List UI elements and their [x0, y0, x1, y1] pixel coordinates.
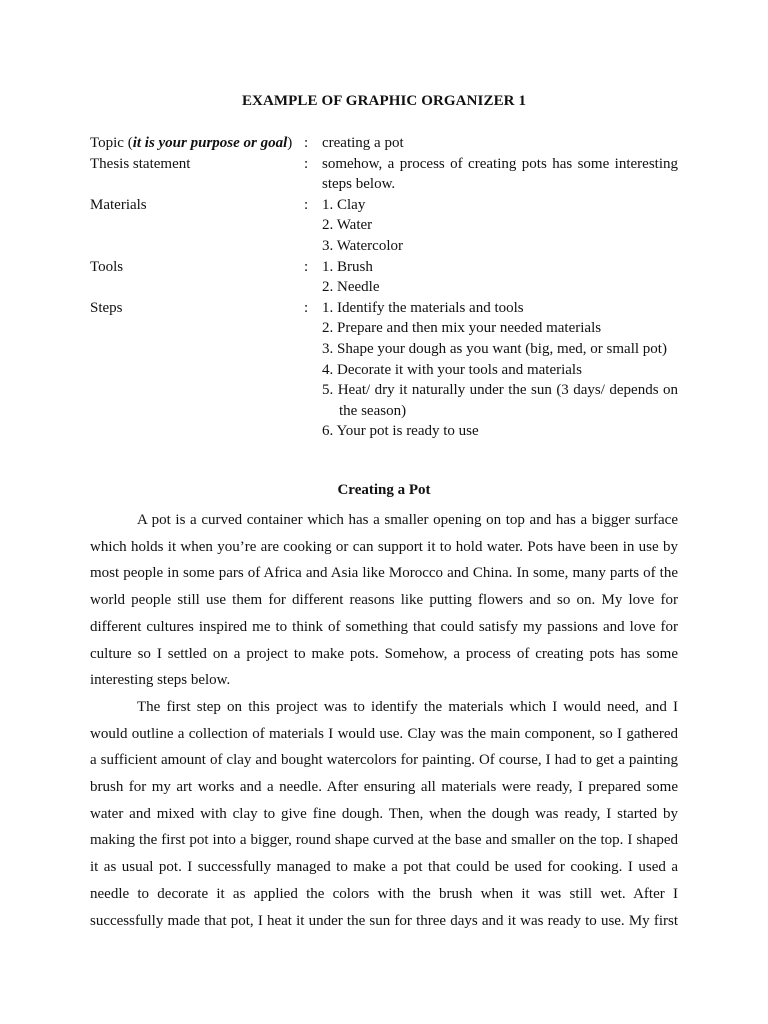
paragraph-line: world people still use them for different reasons like putting flowers and so on. My love for [90, 592, 678, 609]
paragraph-line: needle to decorate it as applied the colors with the brush when it was still wet. After I [90, 885, 678, 902]
topic-label-suffix: ) [287, 135, 293, 151]
organizer-row-tools [90, 257, 678, 298]
paragraph-line: different cultures inspired me to think of something that could satisfy my passions and love for [90, 618, 678, 635]
steps-item: 2. Prepare and then mix your needed materials [322, 320, 602, 337]
tools-item: 2. Needle [322, 279, 380, 296]
topic-value [322, 133, 678, 154]
thesis-line: somehow, a process of creating pots has some interesting [322, 155, 678, 172]
steps-item-continuation: the season) [339, 402, 407, 419]
topic-colon: : [304, 135, 309, 151]
materials-label: Materials [90, 196, 147, 213]
paragraph-line: interesting steps below. [90, 672, 231, 689]
steps-colon: : [304, 299, 309, 316]
steps-item: 4. Decorate it with your tools and materials [322, 361, 582, 378]
organizer-row-thesis [90, 154, 678, 195]
materials-item: 3. Watercolor [322, 237, 403, 254]
paragraph-line: successfully made that pot, I heat it under the sun for three days and it was ready to use. My first [90, 912, 678, 929]
essay-title: Creating a Pot [337, 482, 431, 498]
essay-body [90, 507, 678, 934]
thesis-value [322, 154, 678, 195]
thesis-label: Thesis statement [90, 155, 191, 172]
topic-label-prefix: Topic ( [90, 135, 133, 151]
tools-list [322, 257, 678, 298]
materials-colon: : [304, 196, 309, 213]
paragraph-line: A pot is a curved container which has a smaller opening on top and has a bigger surface [137, 512, 678, 528]
materials-list [322, 195, 678, 257]
topic-label [90, 133, 304, 154]
organizer-row-materials [90, 195, 678, 257]
paragraph-line: would outline a collection of materials I would use. Clay was the main component, so I gathered [90, 725, 678, 742]
paragraph-line: The first step on this project was to identify the materials which I would need, and I [137, 698, 678, 715]
paragraph-line: most people in some pars of Africa and Asia like Morocco and China. In some, many parts of the [90, 565, 678, 582]
organizer-row-steps [90, 298, 678, 442]
materials-item: 2. Water [322, 217, 373, 234]
tools-label: Tools [90, 258, 124, 275]
organizer-row-topic [90, 133, 678, 154]
steps-item: 6. Your pot is ready to use [322, 423, 479, 440]
steps-item: 1. Identify the materials and tools [322, 299, 524, 316]
steps-item: 5. Heat/ dry it naturally under the sun (3 days/ depends on [322, 382, 678, 399]
tools-colon: : [304, 258, 309, 275]
essay-paragraph-1 [90, 507, 678, 694]
graphic-organizer [90, 133, 678, 442]
topic-label-emphasis: it is your purpose or goal [132, 135, 288, 151]
paragraph-line: culture so I settled on a project to make pots. Somehow, a process of creating pots has some [90, 645, 678, 662]
steps-list [322, 298, 678, 442]
paragraph-line: water and mixed with clay to give fine dough. Then, when the dough was ready, I started by [90, 805, 678, 822]
steps-label: Steps [90, 299, 123, 316]
paragraph-line: brush for my art works and a needle. After ensuring all materials were ready, I prepared some [90, 779, 678, 796]
steps-item: 3. Shape your dough as you want (big, med, or small pot) [322, 340, 667, 357]
paragraph-line: it as usual pot. I successfully managed to make a pot that could be used for cooking. I used a [90, 859, 678, 876]
thesis-colon: : [304, 155, 309, 172]
paragraph-line: a sufficient amount of clay and bought watercolors for painting. Of course, I had to get a painting [90, 752, 678, 769]
paragraph-line: making the first pot into a bigger, round shape curved at the base and smaller on the top. I shaped [90, 832, 678, 849]
document-title: EXAMPLE OF GRAPHIC ORGANIZER 1 [241, 93, 527, 109]
thesis-line: steps below. [322, 176, 396, 193]
essay-paragraph-2 [90, 694, 678, 934]
paragraph-line: which holds it when you’re are cooking or can support it to hold water. Pots have been in use by [90, 538, 678, 555]
topic-value-text: creating a pot [322, 135, 404, 151]
tools-item: 1. Brush [322, 258, 373, 275]
materials-item: 1. Clay [322, 196, 366, 213]
